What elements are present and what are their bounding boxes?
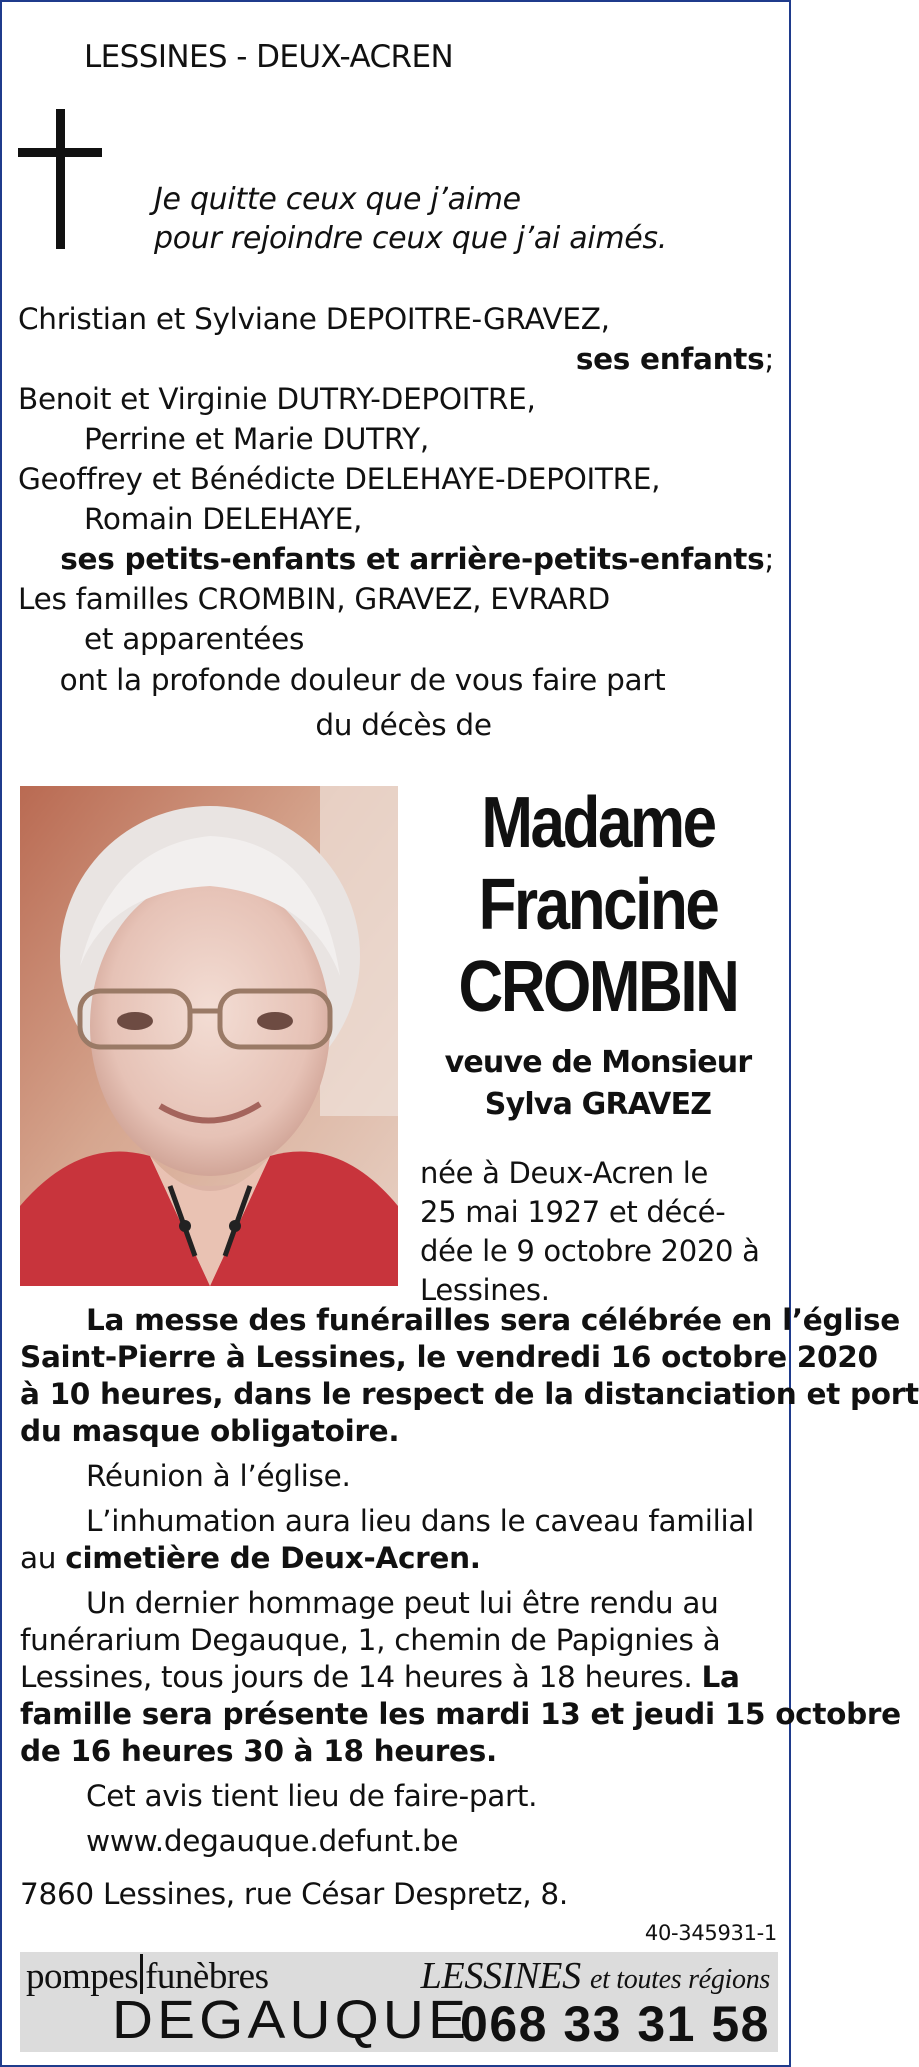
funeral-paragraph: La messe des funérailles sera célébrée en l’église Saint-Pierre à Lessines, le vendredi 16 octobre 2020 à 10 heures, dans le respect de la distanciation et port du masque obligatoire. bbox=[20, 1303, 919, 1448]
homage-paragraph: Un dernier hommage peut lui être rendu au funérarium Degauque, 1, chemin de Papignies à Lessines, tous jours de 14 heures à 18 heures. La famille sera présente les mardi 13 et jeudi 15 octobre de 16 heures 30 à 18 heures. bbox=[20, 1586, 901, 1768]
reference-number: 40-345931-1 bbox=[644, 1921, 777, 1945]
widow-of bbox=[412, 1042, 784, 1126]
family-line: Christian et Sylviane DEPOITRE-GRAVEZ, bbox=[18, 302, 610, 336]
funeral-home-type: pompes funèbres bbox=[26, 1956, 269, 1997]
funeral-home-phone[interactable]: 068 33 31 58 bbox=[460, 1996, 770, 2052]
family-line: Benoit et Virginie DUTRY-DEPOITRE, bbox=[18, 382, 536, 416]
family-relation: ses petits-enfants et arrière-petits-enfants; bbox=[60, 542, 774, 576]
widow-line: Sylva GRAVEZ bbox=[484, 1087, 712, 1122]
location-header: LESSINES - DEUX-ACREN bbox=[84, 39, 454, 75]
family-line: Romain DELEHAYE, bbox=[84, 502, 363, 536]
funeral-home-banner bbox=[20, 1952, 778, 2052]
announcement-line: ont la profonde douleur de vous faire part bbox=[59, 663, 666, 697]
notice-paragraph: Cet avis tient lieu de faire-part. bbox=[86, 1779, 538, 1813]
family-line: Les familles CROMBIN, GRAVEZ, EVRARD bbox=[18, 582, 610, 616]
address: 7860 Lessines, rue César Despretz, 8. bbox=[20, 1877, 568, 1911]
family-line: Geoffrey et Bénédicte DELEHAYE-DEPOITRE, bbox=[18, 462, 661, 496]
widow-line: veuve de Monsieur bbox=[444, 1045, 752, 1080]
birth-line: née à Deux-Acren le bbox=[420, 1156, 709, 1190]
deceased-first-name: Francine bbox=[478, 865, 718, 945]
family-line: Perrine et Marie DUTRY, bbox=[84, 422, 429, 456]
deceased-name bbox=[412, 782, 784, 1028]
deceased-title: Madame bbox=[481, 783, 715, 863]
epitaph-line: Je quitte ceux que j’aime bbox=[154, 182, 521, 217]
funeral-home-brand: DEGAUQUE bbox=[112, 1990, 471, 2050]
burial-paragraph: L’inhumation aura lieu dans le caveau familial au cimetière de Deux-Acren. bbox=[20, 1504, 755, 1575]
family-line: et apparentées bbox=[84, 622, 305, 656]
announcement-line: du décès de bbox=[315, 708, 492, 742]
ceremony-details bbox=[20, 1302, 919, 1860]
website-paragraph bbox=[20, 1823, 776, 1860]
family-relation: ses enfants; bbox=[575, 342, 774, 376]
birth-line: dée le 9 octobre 2020 à bbox=[420, 1234, 760, 1268]
family-list bbox=[18, 298, 774, 658]
epitaph bbox=[154, 180, 667, 258]
website-link[interactable]: www.degauque.defunt.be bbox=[86, 1824, 459, 1858]
birth-line: Lessines. bbox=[420, 1273, 550, 1307]
epitaph-line: pour rejoindre ceux que j’ai aimés. bbox=[154, 221, 667, 256]
birth-death-dates bbox=[420, 1154, 776, 1310]
portrait-photo bbox=[20, 786, 398, 1286]
birth-line: 25 mai 1927 et décé- bbox=[420, 1195, 726, 1229]
funeral-home-city: LESSINES et toutes régions bbox=[420, 1955, 770, 1997]
reunion-paragraph: Réunion à l’église. bbox=[86, 1459, 351, 1493]
deceased-last-name: CROMBIN bbox=[458, 947, 738, 1027]
